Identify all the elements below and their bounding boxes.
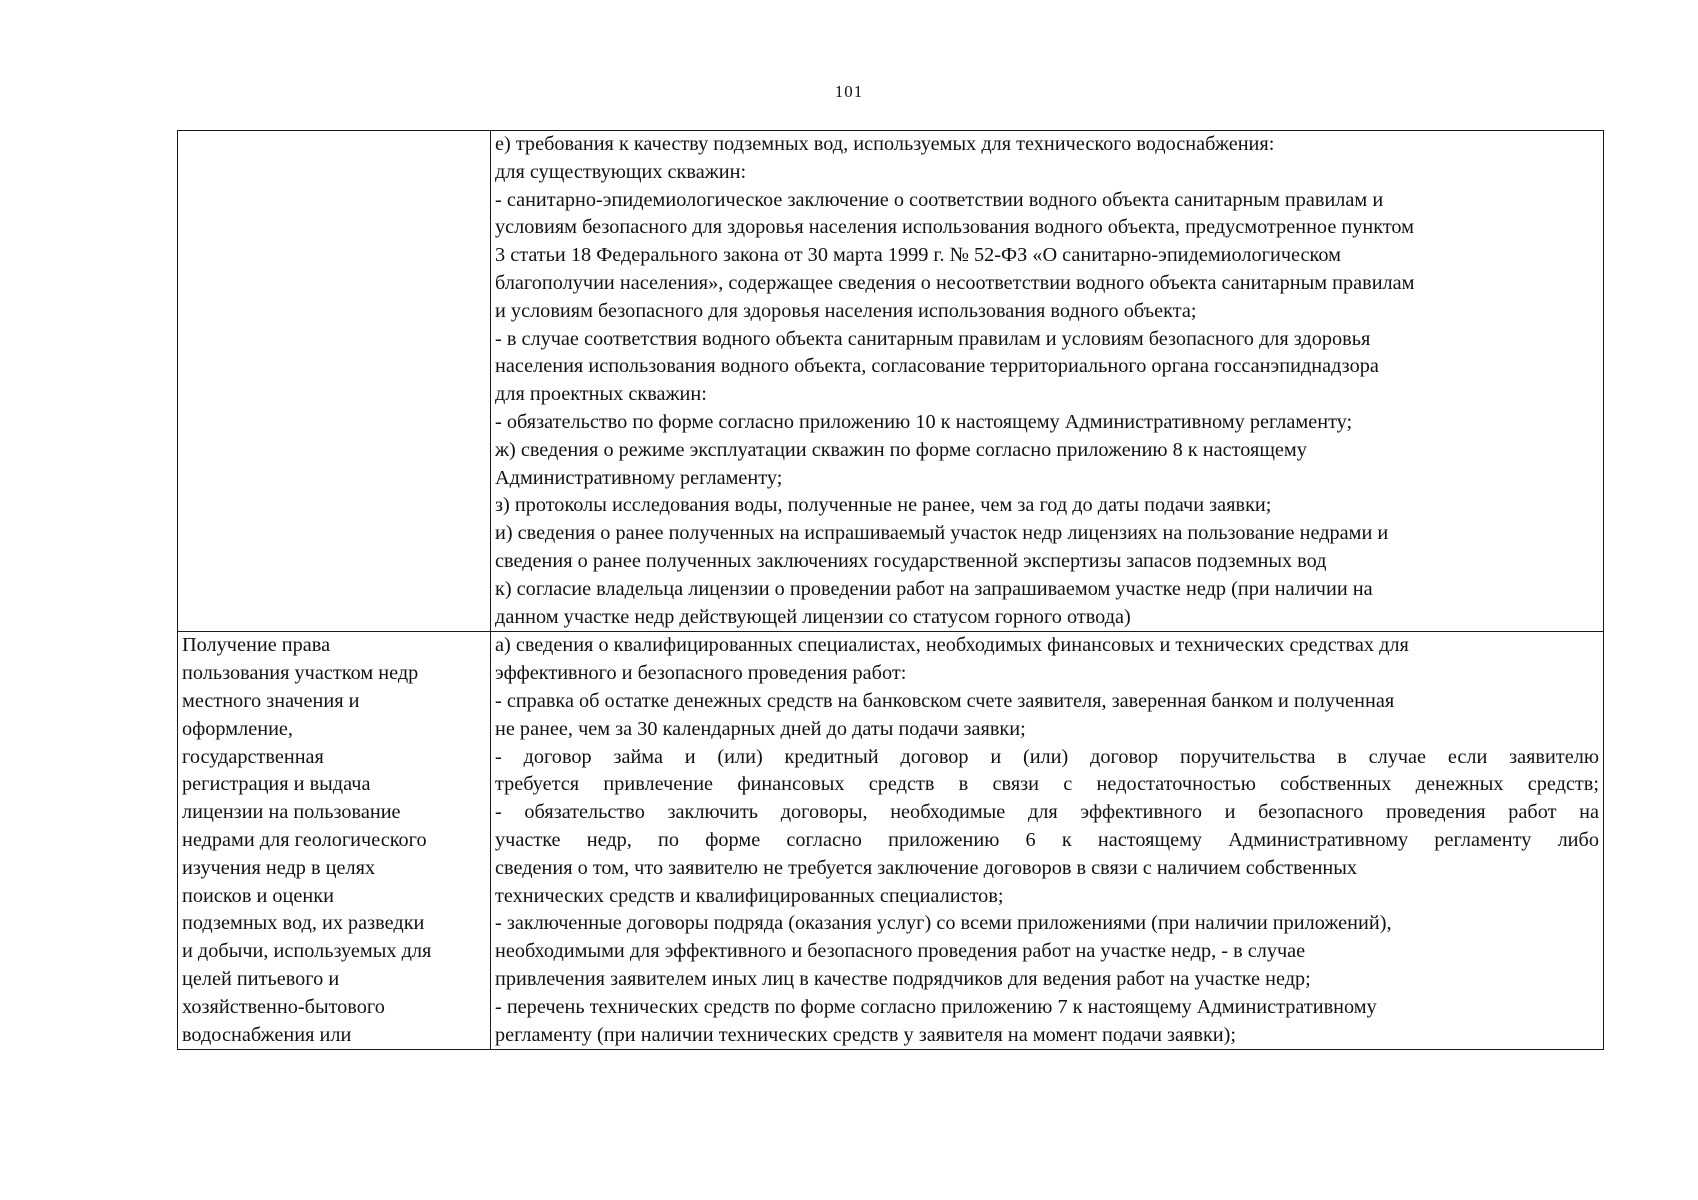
service-name-line: оформление,: [182, 717, 293, 740]
document-requirement-line: требуется привлечение финансовых средств в связи с недостаточностью собственных денежных средств;: [495, 773, 1599, 796]
document-requirement-line: - перечень технических средств по форме согласно приложению 7 к настоящему Административному: [495, 995, 1377, 1018]
service-name-line: лицензии на пользование: [182, 801, 401, 824]
service-name-cell: [178, 131, 491, 632]
document-requirement-line: технических средств и квалифицированных специалистов;: [495, 884, 1004, 907]
service-name-line: целей питьевого и: [182, 967, 340, 990]
service-name-line: недрами для геологического: [182, 828, 427, 851]
document-requirement-line: условиям безопасного для здоровья населения использования водного объекта, предусмотренное пунктом: [495, 216, 1415, 239]
service-name-line: подземных вод, их разведки: [182, 912, 425, 935]
document-requirement-line: - обязательство заключить договоры, необходимые для эффективного и безопасного проведения работ на: [495, 801, 1599, 824]
service-name-line: хозяйственно-бытового: [182, 995, 385, 1018]
document-requirement-line: привлечения заявителем иных лиц в качестве подрядчиков для ведения работ на участке недр;: [495, 967, 1311, 990]
document-requirement-line: эффективного и безопасного проведения работ:: [495, 662, 907, 685]
document-requirement-line: и условиям безопасного для здоровья населения использования водного объекта;: [495, 299, 1197, 322]
document-requirement-line: населения использования водного объекта, согласование территориального органа госсанэпиднадзора: [495, 355, 1379, 378]
service-name-line: и добычи, используемых для: [182, 940, 432, 963]
document-requirement-line: - справка об остатке денежных средств на банковском счете заявителя, заверенная банком и полученная: [495, 689, 1395, 712]
document-requirement-line: и) сведения о ранее полученных на испрашиваемый участок недр лицензиях на пользование недрами и: [495, 522, 1389, 545]
document-requirement-line: благополучии населения», содержащее сведения о несоответствии водного объекта санитарным правилам: [495, 271, 1415, 294]
page-number: 101: [834, 82, 864, 101]
service-name-line: поисков и оценки: [182, 884, 334, 907]
service-name-line: изучения недр в целях: [182, 856, 376, 879]
document-requirement-line: а) сведения о квалифицированных специалистах, необходимых финансовых и технических средствах для: [495, 634, 1409, 657]
table-body: [178, 131, 1604, 1050]
document-requirement-line: 3 статьи 18 Федерального закона от 30 марта 1999 г. № 52-ФЗ «О санитарно-эпидемиологическом: [495, 244, 1341, 267]
service-name-line: пользования участком недр: [182, 662, 419, 685]
document-requirement-line: участке недр, по форме согласно приложению 6 к настоящему Административному регламенту либо: [495, 828, 1599, 851]
table-row: [178, 632, 1604, 1050]
service-name-line: Получение права: [182, 634, 331, 657]
document-requirement-line: е) требования к качеству подземных вод, используемых для технического водоснабжения:: [495, 133, 1275, 155]
document-requirement-line: ж) сведения о режиме эксплуатации скважин по форме согласно приложению 8 к настоящему: [495, 438, 1307, 461]
document-requirement-line: Административному регламенту;: [495, 466, 783, 489]
document-requirement-line: - заключенные договоры подряда (оказания услуг) со всеми приложениями (при наличии приложений),: [495, 912, 1392, 935]
service-name-line: водоснабжения или: [182, 1023, 352, 1046]
service-name-line: государственная: [182, 745, 324, 768]
table-row: [178, 131, 1604, 632]
document-requirement-line: не ранее, чем за 30 календарных дней до даты подачи заявки;: [495, 717, 1026, 740]
document-requirement-line: сведения о ранее полученных заключениях государственной экспертизы запасов подземных вод: [495, 549, 1327, 572]
document-requirement-line: - санитарно-эпидемиологическое заключение о соответствии водного объекта санитарным правилам и: [495, 188, 1384, 211]
document-requirement-line: для существующих скважин:: [495, 160, 747, 183]
service-name-cell: [178, 632, 491, 1050]
document-requirement-line: - в случае соответствия водного объекта санитарным правилам и условиям безопасного для здоровья: [495, 327, 1371, 350]
service-name-line: местного значения и: [182, 689, 360, 712]
document-requirement-line: регламенту (при наличии технических средств у заявителя на момент подачи заявки);: [495, 1023, 1237, 1046]
documents-cell: [491, 632, 1604, 1050]
requirements-table: [177, 130, 1604, 1050]
document-requirement-line: данном участке недр действующей лицензии со статусом горного отвода): [495, 605, 1131, 628]
document-requirement-line: к) согласие владельца лицензии о проведении работ на запрашиваемом участке недр (при наличии на: [495, 577, 1373, 600]
document-requirement-line: необходимыми для эффективного и безопасного проведения работ на участке недр, - в случае: [495, 940, 1306, 963]
document-requirement-line: - договор займа и (или) кредитный договор и (или) договор поручительства в случае если заявителю: [495, 745, 1599, 768]
document-requirement-line: - обязательство по форме согласно приложению 10 к настоящему Административному регламенту;: [495, 410, 1353, 433]
document-requirement-line: з) протоколы исследования воды, полученные не ранее, чем за год до даты подачи заявки;: [495, 494, 1272, 517]
documents-cell: [491, 131, 1604, 632]
service-name-line: регистрация и выдача: [182, 773, 371, 796]
document-requirement-line: для проектных скважин:: [495, 383, 707, 406]
document-requirement-line: сведения о том, что заявителю не требуется заключение договоров в связи с наличием собственных: [495, 856, 1358, 879]
